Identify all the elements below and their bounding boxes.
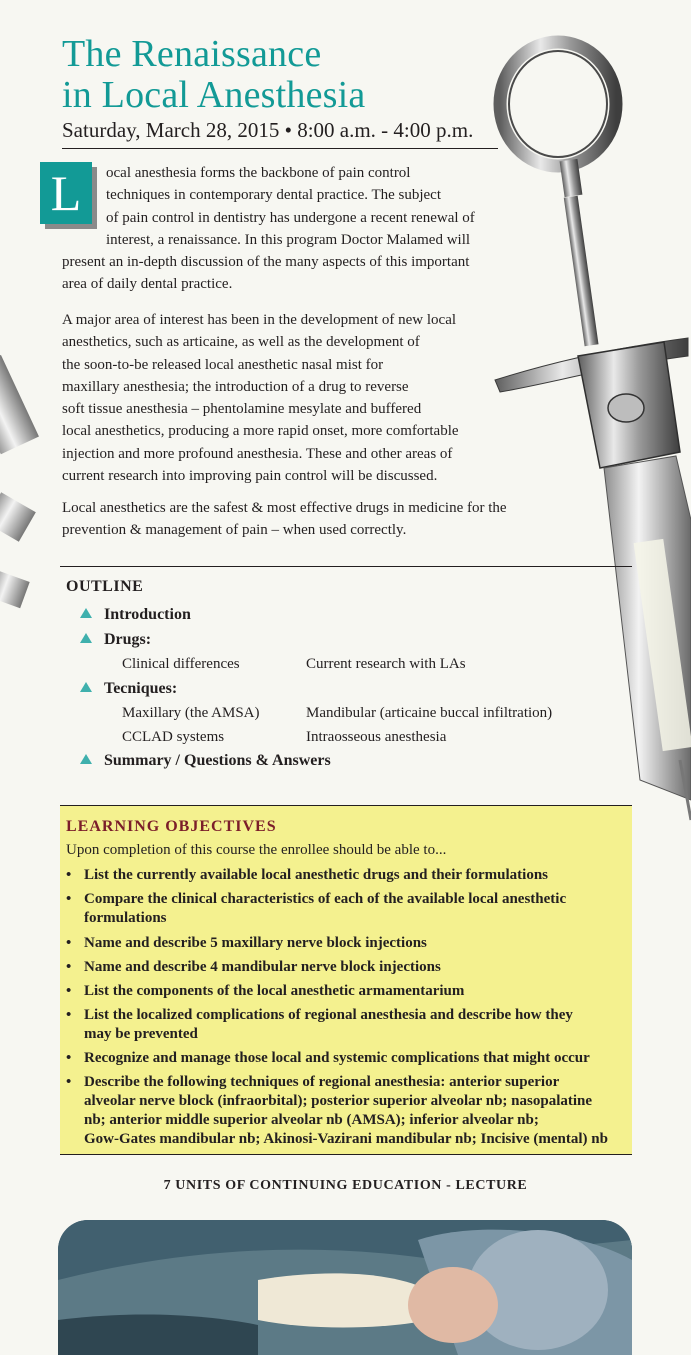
event-date-time: Saturday, March 28, 2015 • 8:00 a.m. - 4:00 p.m. <box>62 118 474 142</box>
dental-procedure-photo <box>58 1220 632 1355</box>
text-line: the soon-to-be released local anesthetic nasal mist for <box>62 356 384 373</box>
objective-text: Recognize and manage those local and systemic complications that might occur <box>84 1050 590 1066</box>
bullet-icon: • <box>66 1050 72 1066</box>
objective-text: Name and describe 5 maxillary nerve block injections <box>84 935 427 951</box>
outline-item-label: Introduction <box>104 606 191 623</box>
objective-text: formulations <box>84 910 167 926</box>
bullet-icon: • <box>66 891 72 907</box>
page-title <box>62 34 492 116</box>
bullet-icon: • <box>66 935 72 951</box>
bullet-icon: • <box>66 983 72 999</box>
text-line: of pain control in dentistry has undergone a recent renewal of <box>106 209 475 226</box>
learning-objectives-heading: LEARNING OBJECTIVES <box>66 818 277 835</box>
objective-text: List the components of the local anesthetic armamentarium <box>84 983 465 999</box>
section-rule <box>60 566 632 567</box>
triangle-bullet-icon <box>80 682 92 692</box>
objective-text: Name and describe 4 mandibular nerve block injections <box>84 959 441 975</box>
objective-text: List the currently available local anesthetic drugs and their formulations <box>84 867 549 883</box>
objective-text: alveolar nerve block (infraorbital); posterior superior alveolar nb; nasopalatine <box>84 1093 593 1109</box>
intro-paragraph-3 <box>62 497 507 542</box>
text-line: present an in-depth discussion of the many aspects of this important <box>62 254 470 271</box>
outline-item-label: Drugs: <box>104 631 152 648</box>
objective-item <box>66 1049 626 1068</box>
objective-text: nb; anterior middle superior alveolar nb (AMSA); inferior alveolar nb; <box>84 1112 539 1128</box>
text-line: techniques in contemporary dental practice. The subject <box>106 187 442 204</box>
bullet-icon: • <box>66 1007 72 1023</box>
triangle-bullet-icon <box>80 754 92 764</box>
objective-text: Describe the following techniques of regional anesthesia: anterior superior <box>84 1074 560 1090</box>
text-line: prevention & management of pain – when used correctly. <box>62 522 407 539</box>
text-line: maxillary anesthesia; the introduction of a drug to reverse <box>62 378 409 395</box>
outline-subitem: CCLAD systems <box>122 729 225 745</box>
text-line: area of daily dental practice. <box>62 276 233 293</box>
outline-subitem: Intraosseous anesthesia <box>306 729 447 745</box>
objective-text: List the localized complications of regional anesthesia and describe how they <box>84 1007 573 1023</box>
title-rule <box>62 148 498 149</box>
text-line: soft tissue anesthesia – phentolamine mesylate and buffered <box>62 401 422 418</box>
outline-subitem: Maxillary (the AMSA) <box>122 705 260 721</box>
triangle-bullet-icon <box>80 608 92 618</box>
outline-item-introduction <box>80 606 191 624</box>
objective-item <box>66 890 626 928</box>
text-line: current research into improving pain control will be discussed. <box>62 468 438 485</box>
title-line-1: The Renaissance <box>62 33 322 75</box>
triangle-bullet-icon <box>80 633 92 643</box>
objective-item <box>66 982 626 1001</box>
intro-paragraph-2 <box>62 309 459 487</box>
text-line: Local anesthetics are the safest & most effective drugs in medicine for the <box>62 500 507 516</box>
text-line: ocal anesthesia forms the backbone of pain control <box>106 165 411 181</box>
intro-paragraph-1 <box>62 162 475 296</box>
outline-item-drugs <box>80 631 151 649</box>
continuing-education-units: 7 UNITS OF CONTINUING EDUCATION - LECTURE <box>163 1178 528 1193</box>
title-line-2: in Local Anesthesia <box>62 74 366 116</box>
text-line: local anesthetics, producing a more rapid onset, more comfortable <box>62 423 459 440</box>
text-line: anesthetics, such as articaine, as well as the development of <box>62 334 420 351</box>
objective-item <box>66 1073 626 1149</box>
bullet-icon: • <box>66 959 72 975</box>
objective-item <box>66 866 626 885</box>
outline-item-label: Summary / Questions & Answers <box>104 752 331 769</box>
objective-text: Compare the clinical characteristics of each of the available local anesthetic <box>84 891 567 907</box>
drop-cap: L <box>40 162 92 224</box>
objective-text: Gow-Gates mandibular nb; Akinosi-Vazirani mandibular nb; Incisive (mental) nb <box>84 1131 608 1147</box>
bullet-icon: • <box>66 867 72 883</box>
outline-item-label: Tecniques: <box>104 680 178 697</box>
outline-subitem: Mandibular (articaine buccal infiltration) <box>306 705 553 721</box>
objective-item <box>66 1006 626 1044</box>
photo-illustration <box>58 1220 632 1355</box>
objective-item <box>66 958 626 977</box>
text-line: injection and more profound anesthesia. These and other areas of <box>62 445 453 462</box>
outline-item-techniques <box>80 680 177 698</box>
learning-objectives-box <box>60 805 632 1155</box>
objective-text: may be prevented <box>84 1026 198 1042</box>
learning-objectives-intro: Upon completion of this course the enrollee should be able to... <box>66 842 447 858</box>
text-line: interest, a renaissance. In this program Doctor Malamed will <box>106 231 471 248</box>
text-line: A major area of interest has been in the development of new local <box>62 312 457 328</box>
bullet-icon: • <box>66 1074 72 1090</box>
objective-item <box>66 934 626 953</box>
outline-subitem: Clinical differences <box>122 656 240 672</box>
outline-heading: OUTLINE <box>66 578 144 595</box>
outline-subitem: Current research with LAs <box>306 656 466 672</box>
outline-item-summary <box>80 752 331 770</box>
